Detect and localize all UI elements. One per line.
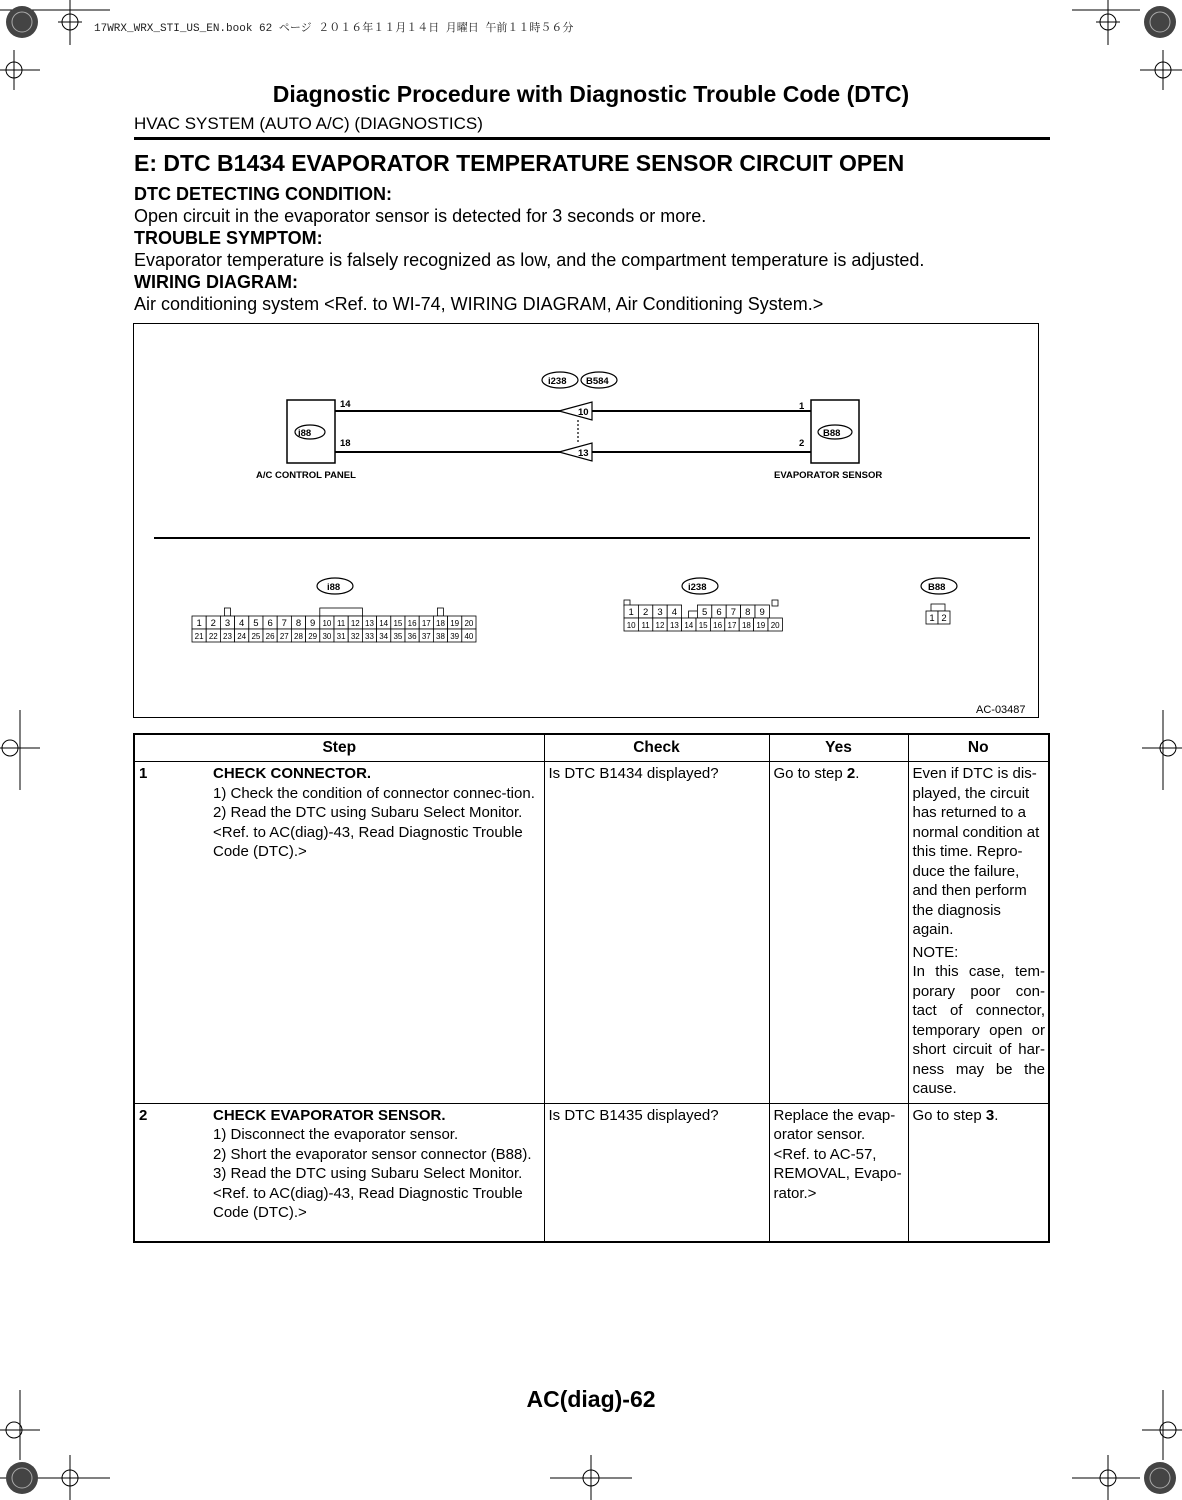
- header-rule: [134, 137, 1050, 140]
- i238-pin: 17: [727, 621, 737, 630]
- i88-pin: 14: [379, 619, 389, 628]
- connector-lock-tab: [437, 608, 443, 616]
- connector-lock-tab: [772, 600, 778, 606]
- header-step: Step: [134, 734, 544, 762]
- yes-suffix: .: [855, 765, 860, 782]
- no-prefix: Go to step: [912, 1106, 986, 1124]
- i238-pin: 8: [745, 607, 751, 618]
- right-label: EVAPORATOR SENSOR: [774, 470, 883, 481]
- i88-pin: 24: [237, 632, 247, 641]
- i88-pin: 1: [196, 618, 202, 629]
- check-cell: Is DTC B1434 displayed?: [544, 762, 769, 1104]
- step-cell: [134, 762, 544, 1104]
- table-row: [134, 762, 1049, 1104]
- i238-pin: 13: [669, 621, 679, 630]
- mid-pin-top: 10: [578, 407, 589, 418]
- i88-pin: 20: [464, 619, 474, 628]
- connector-faces: [192, 600, 950, 642]
- i88-pin: 38: [436, 632, 445, 641]
- b88-pin: 2: [941, 613, 947, 624]
- i88-pin: 39: [450, 632, 460, 641]
- diagram-id: AC-03487: [976, 704, 1026, 716]
- i88-pin: 27: [279, 632, 289, 641]
- wiring-diagram: [133, 323, 1039, 718]
- i88-pin: 35: [393, 632, 403, 641]
- yes-prefix: Go to step: [773, 765, 847, 782]
- i88-pin: 7: [281, 618, 287, 629]
- i88-pin: 26: [265, 632, 275, 641]
- i88-pin: 6: [267, 618, 273, 629]
- i88-pin: 34: [379, 632, 389, 641]
- i88-pin: 33: [365, 632, 374, 641]
- i88-pin: 29: [308, 632, 318, 641]
- yes-cell: [769, 762, 908, 1104]
- i88-pin: 21: [194, 632, 204, 641]
- right-pin-top: 1: [799, 401, 805, 412]
- i238-pin: 4: [671, 607, 678, 618]
- i88-pin: 11: [336, 619, 346, 628]
- step-number: 1: [139, 765, 148, 782]
- connector-lock-tab: [320, 608, 363, 616]
- i88-pin: 12: [350, 619, 360, 628]
- wiring-text: Air conditioning system <Ref. to WI-74, WIRING DIAGRAM, Air Conditioning System.>: [134, 294, 824, 314]
- header-yes: Yes: [769, 734, 908, 762]
- step-number: 2: [139, 1106, 148, 1124]
- i88-pin: 31: [336, 632, 346, 641]
- right-connector-id: B88: [823, 428, 841, 439]
- face-i88-label: i88: [327, 582, 341, 593]
- i238-pin: 3: [657, 607, 663, 618]
- i238-pin: 2: [642, 607, 649, 618]
- right-pin-bottom: 2: [799, 438, 805, 449]
- table-row: [134, 1103, 1049, 1242]
- page-number: AC(diag)-62: [526, 1386, 656, 1412]
- i88-pin: 16: [407, 619, 417, 628]
- b88-pin: 1: [929, 613, 935, 624]
- i238-pin: 19: [756, 621, 766, 630]
- i238-pin: 20: [770, 621, 780, 630]
- i88-pin: 37: [421, 632, 431, 641]
- i88-pin: 19: [450, 619, 460, 628]
- no-cell: [908, 762, 1049, 1104]
- left-pin-top: 14: [340, 399, 351, 410]
- step-line: 3) Read the DTC using Subaru Select Monitor. <Ref. to AC(diag)-43, Read Diagnostic Trouble Code (DTC).>: [213, 1165, 523, 1221]
- no-suffix: .: [994, 1106, 999, 1124]
- i88-pin: 15: [393, 619, 403, 628]
- detecting-text: Open circuit in the evaporator sensor is detected for 3 seconds or more.: [134, 206, 707, 226]
- i238-pin: 18: [741, 621, 751, 630]
- note-text: In this case, tem-porary poor con-tact of connector, temporary open or short circuit of har-ness may be the cause.: [912, 963, 1045, 1097]
- i88-pin: 32: [350, 632, 360, 641]
- wiring-diagram-svg: [134, 324, 1038, 717]
- mid-connector-a: i238: [548, 376, 567, 387]
- step-title: CHECK CONNECTOR.: [213, 765, 372, 782]
- symptom-heading: TROUBLE SYMPTOM:: [134, 228, 323, 248]
- i238-pin: 9: [759, 607, 765, 618]
- i88-pin: 40: [464, 632, 474, 641]
- dtc-info-block: [134, 183, 1050, 315]
- dtc-title: E: DTC B1434 EVAPORATOR TEMPERATURE SENSOR CIRCUIT OPEN: [134, 150, 905, 176]
- i88-pin: 8: [295, 618, 302, 629]
- step-line: 2) Read the DTC using Subaru Select Monitor. <Ref. to AC(diag)-43, Read Diagnostic Trouble Code (DTC).>: [213, 804, 523, 860]
- i88-pin: 4: [239, 618, 245, 629]
- i88-pin: 9: [310, 618, 316, 629]
- left-label: A/C CONTROL PANEL: [256, 470, 356, 481]
- i88-pin: 3: [224, 618, 231, 629]
- i88-pin: 5: [253, 618, 259, 629]
- mid-connector-b: B584: [586, 376, 609, 387]
- yes-cell: Replace the evap-orator sensor. <Ref. to AC-57, REMOVAL, Evapo-rator.>: [769, 1103, 908, 1242]
- i238-pin: 7: [730, 607, 737, 618]
- step-line: 1) Check the condition of connector connec-tion.: [213, 784, 535, 802]
- i238-pin: 6: [716, 607, 722, 618]
- step-line: 1) Disconnect the evaporator sensor.: [213, 1126, 459, 1143]
- i88-pin: 36: [407, 632, 417, 641]
- i238-pin: 11: [641, 621, 650, 630]
- i238-pin: 15: [698, 621, 708, 630]
- i88-pin: 2: [210, 618, 216, 629]
- wiring-heading: WIRING DIAGRAM:: [134, 272, 298, 292]
- i88-pin: 17: [421, 619, 431, 628]
- i88-pin: 28: [294, 632, 303, 641]
- no-text: Even if DTC is dis-played, the circuit has returned to a normal condition at this time. Repro-duce the failure, and then perform the diagnosis again.: [912, 765, 1040, 938]
- i238-pin: 10: [626, 621, 636, 630]
- i238-pin: 16: [713, 621, 723, 630]
- left-connector-id: i88: [298, 428, 312, 439]
- diagnostic-steps-table: [133, 733, 1050, 1243]
- check-cell: Is DTC B1435 displayed?: [544, 1103, 769, 1242]
- i88-pin: 30: [322, 632, 332, 641]
- i238-pin: 5: [701, 607, 708, 618]
- i88-pin: 10: [322, 619, 332, 628]
- left-pin-bottom: 18: [340, 438, 351, 449]
- step-cell: [134, 1103, 544, 1242]
- symptom-text: Evaporator temperature is falsely recognized as low, and the compartment temperature is adjusted.: [134, 250, 925, 270]
- no-cell: [908, 1103, 1049, 1242]
- step-line: 2) Short the evaporator sensor connector (B88).: [213, 1145, 532, 1163]
- i88-pin: 18: [436, 619, 445, 628]
- connector-lock-tab: [224, 608, 230, 616]
- no-step-link[interactable]: 3: [985, 1106, 995, 1124]
- i88-pin: 25: [251, 632, 261, 641]
- table-header-row: [134, 734, 1049, 762]
- yes-step-link[interactable]: 2: [846, 765, 856, 782]
- note-label: NOTE:: [912, 943, 959, 961]
- print-header: 17WRX_WRX_STI_US_EN.book 62 ページ ２０１６年１１月１４日 月曜日 午前１１時５６分: [94, 23, 574, 35]
- section-name: HVAC SYSTEM (AUTO A/C) (DIAGNOSTICS): [134, 114, 483, 133]
- page-title: Diagnostic Procedure with Diagnostic Trouble Code (DTC): [272, 81, 910, 107]
- mid-pin-bottom: 13: [578, 448, 589, 459]
- i88-pin: 23: [223, 632, 232, 641]
- detecting-heading: DTC DETECTING CONDITION:: [134, 184, 392, 204]
- i238-pin: 12: [655, 621, 665, 630]
- i238-pin: 14: [684, 621, 694, 630]
- face-b88-label: B88: [928, 582, 946, 593]
- i88-pin: 13: [365, 619, 374, 628]
- i88-pin: 22: [208, 632, 218, 641]
- header-check: Check: [544, 734, 769, 762]
- step-title: CHECK EVAPORATOR SENSOR.: [213, 1106, 446, 1124]
- face-i238-label: i238: [688, 582, 707, 593]
- connector-lock-tab: [931, 604, 945, 611]
- header-no: No: [908, 734, 1049, 762]
- i238-pin: 1: [628, 607, 634, 618]
